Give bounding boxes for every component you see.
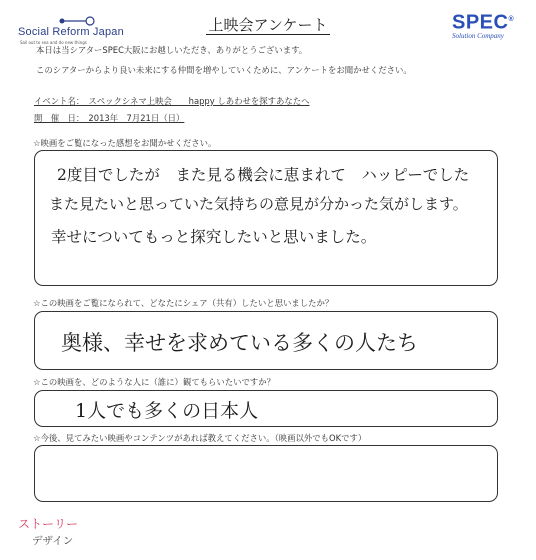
stamp-line-2: デザイン [32,535,74,547]
spec-logo [452,10,522,40]
question-1-label: ☆映画をご覧になった感想をお聞かせください。 [33,138,217,148]
org-tagline: Sail out to sea and do new things [20,40,87,45]
answer-box-4[interactable] [34,445,498,502]
answer-box-2[interactable] [34,311,498,370]
answer-3-line-1: 1人でも多くの日本人 [75,400,259,422]
answer-1-line-2: また見たいと思っていた気持ちの意見が分かった気がします。 [49,195,468,213]
answer-1-line-3: 幸せについてもっと探究したいと思いました。 [51,228,377,246]
title-text: 上映会アンケート [208,16,328,34]
answer-box-1[interactable] [34,150,498,286]
question-4-label: ☆今後、見てみたい映画やコンテンツがあれば教えてください。（映画以外でもOKです） [33,433,367,443]
question-3-label: ☆この映画を、どのような人に（誰に）観てもらいたいですか？ [33,377,276,387]
org-name: Social Reform Japan [18,26,124,38]
answer-box-3[interactable] [34,390,498,427]
story-design-stamp [18,515,88,557]
answer-2-line-1: 奥様、幸せを求めている多くの人たち [61,331,418,355]
intro-line-2: このシアターからより良い未来にする仲間を増やしていくために、アンケートをお聞かせください。 [36,65,412,75]
question-2-label: ☆この映画をご覧になられて、どなたにシェア（共有）したいと思いましたか？ [33,298,334,308]
event-name: イベント名： スペックシネマ上映会 happy しあわせを探すあなたへ [34,96,310,106]
stamp-line-1: ストーリー [18,517,79,531]
intro-line-1: 本日は当シアターSPEC大阪にお越しいただき、ありがとうございます。 [36,45,308,55]
answer-1-line-1: 2度目でしたが また見る機会に恵まれて ハッピーでした [57,166,470,184]
brand-name: SPEC® [452,11,515,34]
brand-subtitle: Solution Company [452,31,504,40]
event-date: 開 催 日： 2013年 7月21日（日） [34,113,185,123]
